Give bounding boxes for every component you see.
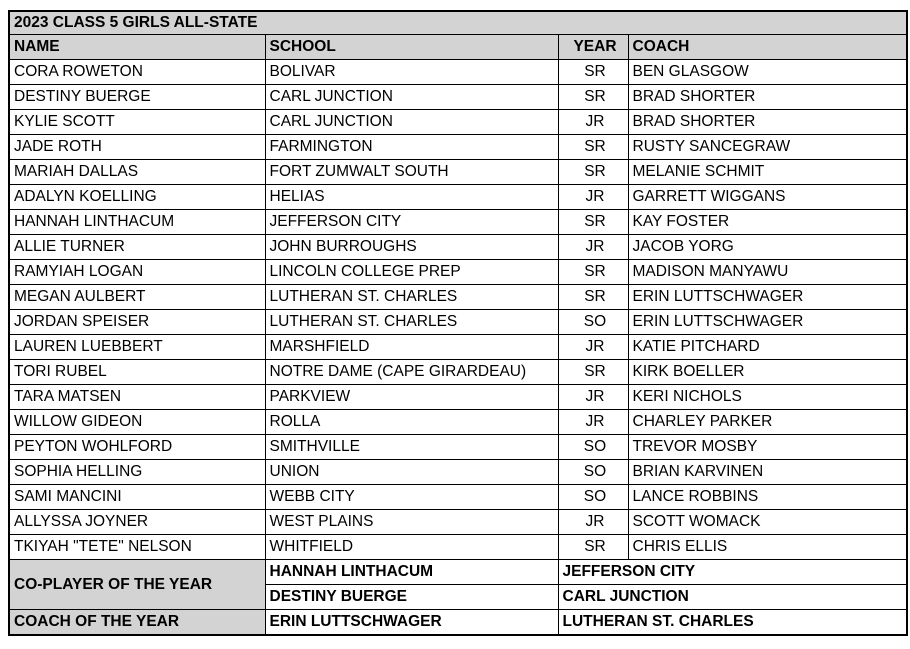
school-cell: MARSHFIELD [265, 335, 558, 360]
player-name-cell: DESTINY BUERGE [9, 85, 265, 110]
school-cell: CARL JUNCTION [265, 85, 558, 110]
coach-of-the-year-school: LUTHERAN ST. CHARLES [558, 610, 907, 636]
school-cell: JEFFERSON CITY [265, 210, 558, 235]
coach-of-the-year-row [9, 610, 907, 636]
co-player-row-1 [9, 560, 907, 585]
player-name-cell: SOPHIA HELLING [9, 460, 265, 485]
coach-cell: CHRIS ELLIS [628, 535, 907, 560]
coach-cell: BEN GLASGOW [628, 60, 907, 85]
coach-cell: MELANIE SCHMIT [628, 160, 907, 185]
year-cell: SR [558, 135, 628, 160]
coach-cell: BRAD SHORTER [628, 85, 907, 110]
school-cell: CARL JUNCTION [265, 110, 558, 135]
year-cell: JR [558, 335, 628, 360]
column-header-school: SCHOOL [265, 35, 558, 60]
player-name-cell: TKIYAH "TETE" NELSON [9, 535, 265, 560]
coach-cell: TREVOR MOSBY [628, 435, 907, 460]
school-cell: PARKVIEW [265, 385, 558, 410]
year-cell: SO [558, 485, 628, 510]
school-cell: WEST PLAINS [265, 510, 558, 535]
table-row [9, 485, 907, 510]
coach-cell: ERIN LUTTSCHWAGER [628, 285, 907, 310]
school-cell: BOLIVAR [265, 60, 558, 85]
coach-cell: KERI NICHOLS [628, 385, 907, 410]
school-cell: WHITFIELD [265, 535, 558, 560]
school-cell: JOHN BURROUGHS [265, 235, 558, 260]
player-name-cell: SAMI MANCINI [9, 485, 265, 510]
coach-cell: ERIN LUTTSCHWAGER [628, 310, 907, 335]
coach-cell: KATIE PITCHARD [628, 335, 907, 360]
table-row [9, 435, 907, 460]
coach-cell: BRIAN KARVINEN [628, 460, 907, 485]
column-header-year: YEAR [558, 35, 628, 60]
coach-cell: BRAD SHORTER [628, 110, 907, 135]
co-player-name: HANNAH LINTHACUM [265, 560, 558, 585]
school-cell: ROLLA [265, 410, 558, 435]
table-row [9, 385, 907, 410]
year-cell: SR [558, 60, 628, 85]
coach-cell: JACOB YORG [628, 235, 907, 260]
school-cell: FORT ZUMWALT SOUTH [265, 160, 558, 185]
player-name-cell: TARA MATSEN [9, 385, 265, 410]
year-cell: SO [558, 460, 628, 485]
player-name-cell: PEYTON WOHLFORD [9, 435, 265, 460]
year-cell: SR [558, 360, 628, 385]
player-name-cell: ALLYSSA JOYNER [9, 510, 265, 535]
table-row [9, 160, 907, 185]
school-cell: NOTRE DAME (CAPE GIRARDEAU) [265, 360, 558, 385]
school-cell: LUTHERAN ST. CHARLES [265, 285, 558, 310]
school-cell: HELIAS [265, 185, 558, 210]
table-row [9, 85, 907, 110]
table-row [9, 185, 907, 210]
table-row [9, 110, 907, 135]
table-row [9, 210, 907, 235]
coach-cell: LANCE ROBBINS [628, 485, 907, 510]
player-name-cell: RAMYIAH LOGAN [9, 260, 265, 285]
player-name-cell: ALLIE TURNER [9, 235, 265, 260]
year-cell: JR [558, 110, 628, 135]
coach-cell: MADISON MANYAWU [628, 260, 907, 285]
coach-of-the-year-name: ERIN LUTTSCHWAGER [265, 610, 558, 636]
player-name-cell: WILLOW GIDEON [9, 410, 265, 435]
table-row [9, 310, 907, 335]
school-cell: SMITHVILLE [265, 435, 558, 460]
school-cell: LUTHERAN ST. CHARLES [265, 310, 558, 335]
header-row [9, 35, 907, 60]
coach-cell: KAY FOSTER [628, 210, 907, 235]
coach-cell: RUSTY SANCEGRAW [628, 135, 907, 160]
table-row [9, 135, 907, 160]
school-cell: WEBB CITY [265, 485, 558, 510]
all-state-table [8, 10, 908, 636]
year-cell: SR [558, 285, 628, 310]
table-row [9, 510, 907, 535]
table-row [9, 460, 907, 485]
year-cell: SR [558, 85, 628, 110]
co-player-school: CARL JUNCTION [558, 585, 907, 610]
coach-cell: KIRK BOELLER [628, 360, 907, 385]
year-cell: JR [558, 510, 628, 535]
coach-cell: GARRETT WIGGANS [628, 185, 907, 210]
table-row [9, 360, 907, 385]
player-name-cell: TORI RUBEL [9, 360, 265, 385]
table-row [9, 285, 907, 310]
year-cell: SO [558, 435, 628, 460]
coach-cell: CHARLEY PARKER [628, 410, 907, 435]
coach-cell: SCOTT WOMACK [628, 510, 907, 535]
table-row [9, 335, 907, 360]
player-name-cell: LAUREN LUEBBERT [9, 335, 265, 360]
year-cell: SR [558, 210, 628, 235]
year-cell: JR [558, 385, 628, 410]
school-cell: LINCOLN COLLEGE PREP [265, 260, 558, 285]
player-name-cell: CORA ROWETON [9, 60, 265, 85]
co-player-school: JEFFERSON CITY [558, 560, 907, 585]
year-cell: JR [558, 185, 628, 210]
co-player-of-the-year-label: CO-PLAYER OF THE YEAR [9, 560, 265, 610]
year-cell: SR [558, 160, 628, 185]
school-cell: UNION [265, 460, 558, 485]
player-name-cell: JORDAN SPEISER [9, 310, 265, 335]
player-name-cell: ADALYN KOELLING [9, 185, 265, 210]
table-row [9, 410, 907, 435]
player-name-cell: MEGAN AULBERT [9, 285, 265, 310]
player-name-cell: JADE ROTH [9, 135, 265, 160]
title-row [9, 11, 907, 35]
year-cell: JR [558, 235, 628, 260]
year-cell: SO [558, 310, 628, 335]
table-title: 2023 CLASS 5 GIRLS ALL-STATE [9, 11, 907, 35]
table-row [9, 60, 907, 85]
player-name-cell: HANNAH LINTHACUM [9, 210, 265, 235]
player-name-cell: MARIAH DALLAS [9, 160, 265, 185]
year-cell: JR [558, 410, 628, 435]
school-cell: FARMINGTON [265, 135, 558, 160]
column-header-coach: COACH [628, 35, 907, 60]
year-cell: SR [558, 260, 628, 285]
player-name-cell: KYLIE SCOTT [9, 110, 265, 135]
table-row [9, 235, 907, 260]
year-cell: SR [558, 535, 628, 560]
co-player-name: DESTINY BUERGE [265, 585, 558, 610]
table-row [9, 535, 907, 560]
coach-of-the-year-label: COACH OF THE YEAR [9, 610, 265, 636]
table-row [9, 260, 907, 285]
column-header-name: NAME [9, 35, 265, 60]
